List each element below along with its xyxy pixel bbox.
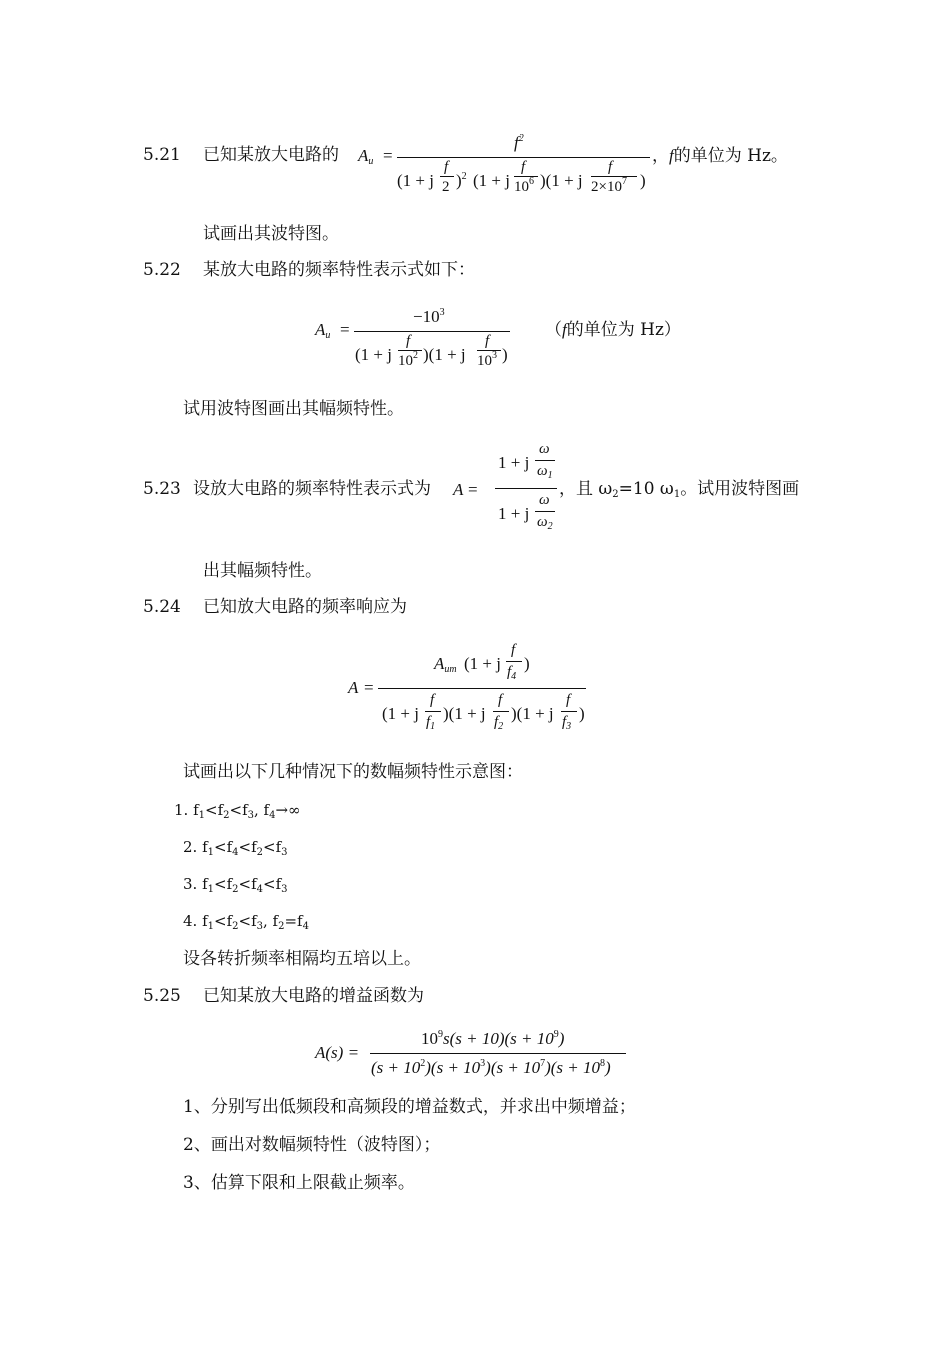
inner-fraction-bar [561,711,577,712]
fraction-bar [370,1053,626,1054]
inner-fraction-num: ω [539,441,550,457]
problem-title: 已知某放大电路的增益函数为 [203,986,424,1006]
inner-fraction-bar [535,460,555,461]
denominator-part: (1 + j [473,171,510,190]
denominator-part: )(1 + j [423,345,466,364]
equals-sign: = [364,678,374,697]
formula-denominator: $(s + 10^2)(s + 10^3)(s + 10^7)(s + 10^8)$ [371,1058,611,1077]
formula-lhs: $A_u$ [315,320,331,341]
formula-numerator: $-10^3$ [413,307,445,326]
denominator-part: (1 + j [397,171,434,190]
inner-fraction-bar [591,176,637,177]
case-item: 1. $f_1<f_2<f_3$, $f_4\to\infty$ [174,801,301,821]
numerator-part: ) [524,654,530,673]
fraction-bar [495,488,557,489]
inner-fraction-num: f [485,333,490,349]
inner-fraction-den: $f_2$ [494,714,504,732]
inner-fraction-den: $f_4$ [507,664,517,682]
formula-numerator: 1 + j [498,453,530,472]
condition-text: ，且 $\omega_2=10$ $\omega_1$。试用波特图画 [559,479,800,500]
unit-note: （f的单位为 Hz） [545,320,681,340]
problem-number: 5.21 [143,145,181,165]
question-item: 2、画出对数幅频特性（波特图）； [183,1135,441,1155]
denominator-part: ) [502,345,508,364]
inner-fraction-den: $\omega_1$ [537,463,553,481]
formula-lhs: A [453,480,464,499]
inner-fraction-bar [514,176,538,177]
fraction-bar [354,331,510,332]
problem-intro: 已知某放大电路的 [203,145,339,165]
inner-fraction-num: f [608,159,613,175]
equals-sign: = [468,480,478,499]
denominator-part: )(1 + j [443,704,486,723]
inner-fraction-bar [440,176,454,177]
inner-fraction-num: f [430,692,435,708]
inner-fraction-bar [425,711,441,712]
formula-denominator: 1 + j [498,504,530,523]
inner-fraction-den: $10^3$ [477,350,497,369]
problem-task: 试用波特图画出其幅频特性。 [183,399,404,419]
inner-fraction-num: f [406,333,411,349]
case-item: 2. $f_1<f_4<f_2<f_3$ [183,838,288,858]
inner-fraction-num: f [521,159,526,175]
problem-task: 试画出其波特图。 [203,224,339,244]
inner-fraction-bar [506,661,522,662]
denominator-part: ) [579,704,585,723]
inner-fraction-den: $10^2$ [398,350,418,369]
inner-fraction-bar [493,711,509,712]
problem-note: 设各转折频率相隔均五培以上。 [183,949,421,969]
equals-sign: = [383,146,393,165]
inner-fraction-den: $f_1$ [426,714,436,732]
question-item: 3、估算下限和上限截止频率。 [183,1173,415,1193]
fraction-bar [397,157,650,158]
inner-fraction-num: ω [539,492,550,508]
inner-fraction-den: $10^6$ [514,176,534,195]
inner-fraction-den: $2\times 10^7$ [591,176,627,195]
inner-fraction-den: 2 [442,179,450,195]
problem-task: 出其幅频特性。 [203,561,322,581]
inner-fraction-num: f [498,692,503,708]
denominator-part: (1 + j [355,345,392,364]
problem-number: 5.24 [143,597,181,617]
problem-number: 5.25 [143,986,181,1006]
denominator-part: (1 + j [382,704,419,723]
question-item: 1、分别写出低频段和高频段的增益数式，并求出中频增益； [183,1097,636,1117]
formula-lhs: $A_u$ [358,146,374,167]
unit-note: ，f的单位为 Hz。 [652,146,788,166]
denominator-part: )(1 + j [511,704,554,723]
inner-fraction-num: f [444,159,449,175]
inner-fraction-num: f [566,692,571,708]
denominator-part: )$^2$ [456,171,467,190]
inner-fraction-bar [477,350,501,351]
problem-title: 某放大电路的频率特性表示式如下： [203,260,475,280]
case-item: 3. $f_1<f_2<f_4<f_3$ [183,875,288,895]
case-item: 4. $f_1<f_2<f_3$, $f_2=f_4$ [183,912,309,932]
inner-fraction-bar [535,511,555,512]
problem-task: 试画出以下几种情况下的数幅频特性示意图： [183,762,523,782]
problem-number: 5.23 [143,479,181,499]
equals-sign: = [340,320,350,339]
inner-fraction-den: $\omega_2$ [537,514,553,532]
denominator-part: ) [640,171,646,190]
inner-fraction-num: f [511,642,516,658]
formula-numerator: $10^9s(s + 10)(s + 10^9)$ [421,1029,565,1048]
inner-fraction-bar [398,350,422,351]
numerator-part: $A_{um}$ [434,654,457,675]
inner-fraction-den: $f_3$ [562,714,572,732]
formula-lhs: A(s) = [315,1043,360,1062]
problem-title: 已知放大电路的频率响应为 [203,597,407,617]
denominator-part: )(1 + j [540,171,583,190]
fraction-bar [378,688,586,689]
formula-numerator: $f^2$ [514,133,524,152]
problem-number: 5.22 [143,260,181,280]
problem-intro: 设放大电路的频率特性表示式为 [193,479,431,499]
formula-lhs: A [348,678,359,697]
numerator-part: (1 + j [464,654,501,673]
